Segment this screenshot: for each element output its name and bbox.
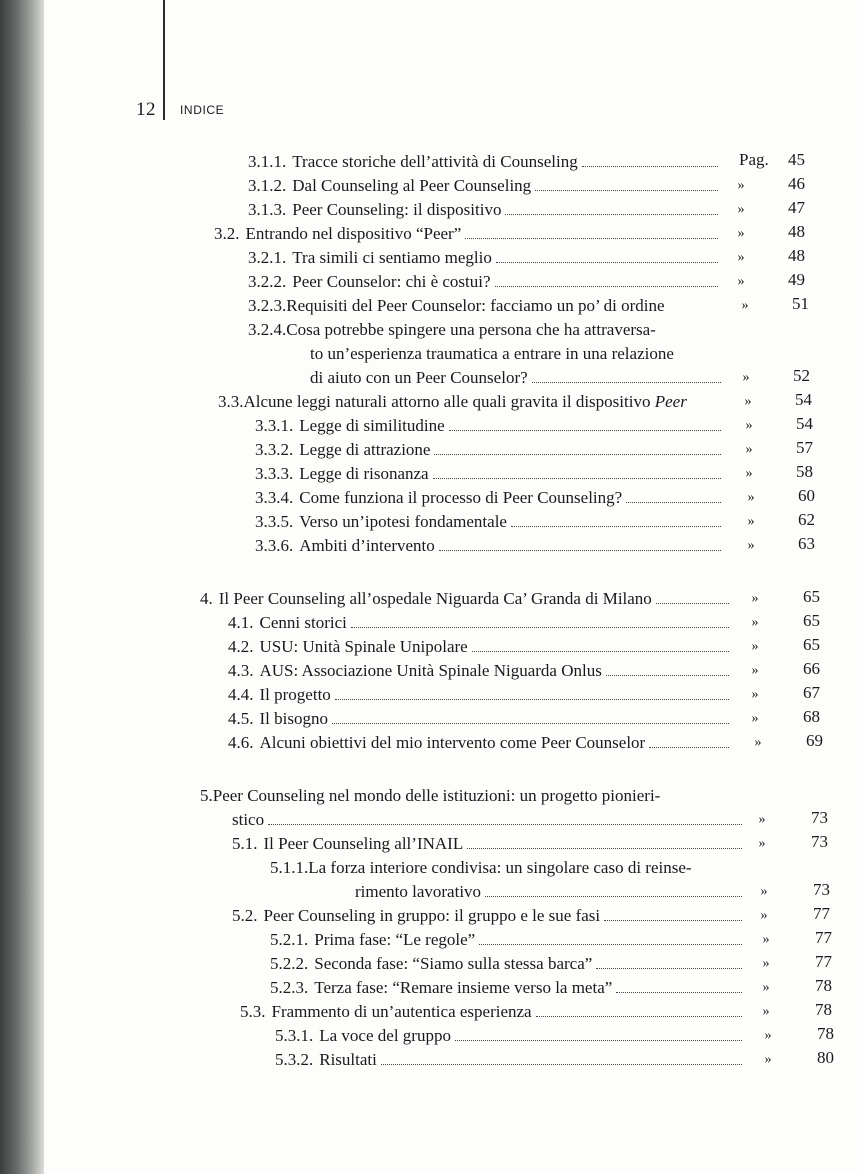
- toc-entry-number: 4.1.: [228, 613, 254, 632]
- toc-page-number: 69: [806, 731, 823, 750]
- dot-leader: [351, 626, 729, 628]
- ditto-mark: »: [751, 639, 759, 654]
- toc-entry-title: Il Peer Counseling all’ospedale Niguarda Ca’ Granda di Milano: [218, 589, 652, 608]
- toc-entry: [232, 906, 748, 926]
- toc-entry-title: Tracce storiche dell’attività di Counseling: [292, 152, 578, 171]
- toc-entry-number: 3.3.4.: [255, 488, 294, 507]
- toc-page-number: 77: [813, 904, 830, 923]
- toc-entry-title: Terza fase: “Remare insieme verso la meta”: [314, 978, 613, 997]
- toc-entry-title: Ambiti d’intervento: [299, 536, 435, 555]
- toc-entry-number: 5.1.: [232, 834, 258, 853]
- toc-page-number: 54: [796, 414, 813, 433]
- toc-entry: [255, 488, 727, 508]
- toc-entry-title: Legge di risonanza: [299, 464, 429, 483]
- dot-leader: [268, 823, 742, 825]
- toc-page-number: 46: [788, 174, 805, 193]
- dot-leader: [381, 1063, 742, 1065]
- dot-leader: [616, 991, 742, 993]
- toc-entry-title: Peer Counselor: chi è costui?: [292, 272, 491, 291]
- toc-entry: [214, 224, 724, 244]
- toc-page-number: 78: [815, 1000, 832, 1019]
- toc-entry-title: Alcune leggi naturali attorno alle quali gravita il dispositivo: [243, 392, 651, 411]
- toc-entry-number: 4.6.: [228, 733, 254, 752]
- toc-entry-number: 3.1.1.: [248, 152, 287, 171]
- toc-page-number: 65: [803, 587, 820, 606]
- toc-entry: [248, 152, 724, 172]
- toc-page-number: 78: [817, 1024, 834, 1043]
- dot-leader: [596, 967, 742, 969]
- toc-page-number: 48: [788, 246, 805, 265]
- dot-leader: [434, 453, 721, 455]
- dot-leader: [479, 943, 742, 945]
- toc-entry-number: 3.2.: [214, 224, 240, 243]
- ditto-mark: »: [764, 1052, 772, 1067]
- dot-leader: [532, 381, 721, 383]
- dot-leader: [472, 650, 729, 652]
- toc-page-number: 73: [811, 808, 828, 827]
- toc-entry-number: 5.2.: [232, 906, 258, 925]
- pag-label: Pag.: [739, 150, 769, 169]
- toc-page-number: 67: [803, 683, 820, 702]
- toc-entry: [275, 1050, 748, 1070]
- ditto-mark: »: [754, 735, 762, 750]
- dot-leader: [496, 261, 718, 263]
- ditto-mark: »: [741, 298, 749, 313]
- ditto-mark: »: [764, 1028, 772, 1043]
- toc-entry: [232, 834, 748, 854]
- toc-entry-number: 4.2.: [228, 637, 254, 656]
- toc-entry: [248, 200, 724, 220]
- toc-entry-number: 5.3.: [240, 1002, 266, 1021]
- ditto-mark: »: [762, 932, 770, 947]
- toc-page-number: 51: [792, 294, 809, 313]
- dot-leader: [656, 602, 729, 604]
- ditto-mark: »: [758, 836, 766, 851]
- toc-page-number: 52: [793, 366, 810, 385]
- dot-leader: [511, 525, 721, 527]
- running-head: INDICE: [180, 103, 225, 117]
- ditto-mark: »: [742, 370, 750, 385]
- ditto-mark: »: [762, 980, 770, 995]
- dot-leader: [467, 847, 742, 849]
- toc-page-number: 47: [788, 198, 805, 217]
- toc-entry: [228, 685, 735, 705]
- toc-entry-title: La forza interiore condivisa: un singolare caso di reinse-: [308, 858, 692, 877]
- toc-entry-title: AUS: Associazione Unità Spinale Niguarda Onlus: [259, 661, 602, 680]
- toc-entry: [228, 637, 735, 657]
- dot-leader: [505, 213, 718, 215]
- toc-entry-title: Risultati: [319, 1050, 377, 1069]
- ditto-mark: »: [737, 178, 745, 193]
- ditto-mark: »: [747, 538, 755, 553]
- toc-entry-title-continued: to un’esperienza traumatica a entrare in una relazione: [310, 344, 674, 363]
- toc-entry-title: Requisiti del Peer Counselor: facciamo un po’ di ordine: [286, 296, 665, 315]
- ditto-mark: »: [762, 1004, 770, 1019]
- toc-page-number: 49: [788, 270, 805, 289]
- toc-entry: [228, 733, 735, 753]
- toc-page-number: 45: [788, 150, 805, 169]
- dot-leader: [332, 722, 729, 724]
- dot-leader: [535, 189, 718, 191]
- toc-entry: [255, 416, 727, 436]
- dot-leader: [495, 285, 718, 287]
- toc-entry: [255, 536, 727, 556]
- toc-entry-number: 3.2.1.: [248, 248, 287, 267]
- toc-entry-number: 5.2.3.: [270, 978, 309, 997]
- toc-entry: [270, 930, 748, 950]
- ditto-mark: »: [737, 226, 745, 241]
- toc-entry: [270, 954, 748, 974]
- ditto-mark: »: [745, 442, 753, 457]
- toc-page-number: 73: [811, 832, 828, 851]
- toc-entry-title: Peer Counseling nel mondo delle istituzioni: un progetto pionieri-: [212, 786, 661, 805]
- ditto-mark: »: [737, 274, 745, 289]
- toc-entry: [248, 296, 665, 316]
- toc-entry-number: 3.1.2.: [248, 176, 287, 195]
- ditto-mark: »: [751, 615, 759, 630]
- toc-entry-number: 3.3.3.: [255, 464, 294, 483]
- toc-entry-title-continued: stico: [232, 810, 265, 829]
- ditto-mark: »: [751, 711, 759, 726]
- dot-leader: [449, 429, 721, 431]
- toc-entry: [218, 392, 687, 412]
- toc-entry-title: Dal Counseling al Peer Counseling: [292, 176, 532, 195]
- toc-page-number: 58: [796, 462, 813, 481]
- toc-entry-number: 5.1.1.: [270, 858, 309, 877]
- ditto-mark: »: [747, 514, 755, 529]
- toc-entry: [240, 1002, 748, 1022]
- toc-entry-number: 4.5.: [228, 709, 254, 728]
- toc-page-number: 73: [813, 880, 830, 899]
- dot-leader: [455, 1039, 742, 1041]
- toc-entry-number: 3.3.1.: [255, 416, 294, 435]
- toc-page-number: 65: [803, 611, 820, 630]
- toc-entry: [255, 512, 727, 532]
- toc-page-number: 54: [795, 390, 812, 409]
- toc-entry-continuation: [355, 882, 748, 902]
- toc-entry-title: USU: Unità Spinale Unipolare: [259, 637, 468, 656]
- dot-leader: [536, 1015, 742, 1017]
- toc-entry: [270, 978, 748, 998]
- toc-entry-title: Il Peer Counseling all’INAIL: [263, 834, 464, 853]
- toc-entry-number: 3.2.3.: [248, 296, 287, 315]
- header-vertical-rule: [163, 0, 165, 120]
- toc-entry-title: Frammento di un’autentica esperienza: [271, 1002, 532, 1021]
- toc-entry: [248, 272, 724, 292]
- toc-entry-title: Entrando nel dispositivo “Peer”: [245, 224, 462, 243]
- dot-leader: [649, 746, 729, 748]
- toc-page-number: 48: [788, 222, 805, 241]
- toc-entry-number: 5.3.1.: [275, 1026, 314, 1045]
- ditto-mark: »: [751, 687, 759, 702]
- toc-entry: [275, 1026, 748, 1046]
- toc-page-number: 80: [817, 1048, 834, 1067]
- dot-leader: [485, 895, 742, 897]
- dot-leader: [626, 501, 721, 503]
- toc-entry-title-continued: di aiuto con un Peer Counselor?: [310, 368, 528, 387]
- ditto-mark: »: [751, 663, 759, 678]
- ditto-mark: »: [762, 956, 770, 971]
- toc-entry: [228, 709, 735, 729]
- toc-entry: [228, 613, 735, 633]
- ditto-mark: »: [737, 202, 745, 217]
- ditto-mark: »: [760, 884, 768, 899]
- ditto-mark: »: [760, 908, 768, 923]
- dot-leader: [335, 698, 729, 700]
- toc-entry: [248, 248, 724, 268]
- toc-entry-number: 5.2.1.: [270, 930, 309, 949]
- toc-entry-number: 4.: [200, 589, 213, 608]
- toc-entry: [200, 786, 660, 806]
- scan-left-edge: [0, 0, 44, 1174]
- toc-entry-title: Il bisogno: [259, 709, 328, 728]
- toc-page-number: 65: [803, 635, 820, 654]
- ditto-mark: »: [737, 250, 745, 265]
- toc-entry: [248, 320, 656, 340]
- ditto-mark: »: [745, 466, 753, 481]
- toc-entry: [255, 464, 727, 484]
- ditto-mark: »: [751, 591, 759, 606]
- toc-entry-number: 4.4.: [228, 685, 254, 704]
- toc-entry-title: Peer Counseling: il dispositivo: [292, 200, 502, 219]
- toc-page-number: 66: [803, 659, 820, 678]
- toc-entry-number: 3.2.4.: [248, 320, 287, 339]
- dot-leader: [582, 165, 718, 167]
- toc-entry-title: La voce del gruppo: [319, 1026, 451, 1045]
- toc-entry: [255, 440, 727, 460]
- toc-entry: [248, 176, 724, 196]
- toc-page-number: 62: [798, 510, 815, 529]
- ditto-mark: »: [745, 418, 753, 433]
- toc-entry: [228, 661, 735, 681]
- toc-page-number: 60: [798, 486, 815, 505]
- toc-entry-number: 3.3.: [218, 392, 244, 411]
- toc-entry-number: 5.3.2.: [275, 1050, 314, 1069]
- toc-entry-number: 3.3.6.: [255, 536, 294, 555]
- toc-page-number: 77: [815, 928, 832, 947]
- page-number: 12: [136, 99, 156, 120]
- toc-entry-continuation: [310, 368, 727, 388]
- toc-entry-title-continued: rimento lavorativo: [355, 882, 482, 901]
- toc-entry-title: Verso un’ipotesi fondamentale: [299, 512, 507, 531]
- toc-page-number: 78: [815, 976, 832, 995]
- toc-entry-title: Legge di similitudine: [299, 416, 445, 435]
- toc-entry-number: 3.2.2.: [248, 272, 287, 291]
- ditto-mark: »: [758, 812, 766, 827]
- toc-entry-number: 3.3.5.: [255, 512, 294, 531]
- dot-leader: [606, 674, 729, 676]
- toc-page-number: 68: [803, 707, 820, 726]
- dot-leader: [465, 237, 718, 239]
- toc-entry-number: 5.: [200, 786, 213, 805]
- toc-entry-title: Il progetto: [259, 685, 331, 704]
- ditto-mark: »: [747, 490, 755, 505]
- toc-entry-number: 3.3.2.: [255, 440, 294, 459]
- toc-entry-title: Tra simili ci sentiamo meglio: [292, 248, 492, 267]
- toc-entry-continuation: [310, 344, 674, 364]
- toc-page-number: 57: [796, 438, 813, 457]
- toc-page-number: 77: [815, 952, 832, 971]
- toc-page-number: 63: [798, 534, 815, 553]
- toc-entry-title: Seconda fase: “Siamo sulla stessa barca”: [314, 954, 593, 973]
- toc-entry-title: Legge di attrazione: [299, 440, 431, 459]
- toc-entry-title: Cosa potrebbe spingere una persona che ha attraversa-: [286, 320, 656, 339]
- dot-leader: [439, 549, 721, 551]
- ditto-mark: »: [744, 394, 752, 409]
- toc-entry-title: Cenni storici: [259, 613, 347, 632]
- toc-entry: [270, 858, 692, 878]
- dot-leader: [433, 477, 721, 479]
- toc-entry-title-emphasis: Peer: [650, 392, 687, 411]
- toc-entry-title: Come funziona il processo di Peer Counseling?: [299, 488, 623, 507]
- toc-entry-number: 4.3.: [228, 661, 254, 680]
- toc-entry-title: Prima fase: “Le regole”: [314, 930, 476, 949]
- toc-entry: [200, 589, 735, 609]
- toc-entry-number: 3.1.3.: [248, 200, 287, 219]
- toc-entry-title: Alcuni obiettivi del mio intervento come Peer Counselor: [259, 733, 646, 752]
- dot-leader: [604, 919, 742, 921]
- toc-entry-continuation: [232, 810, 748, 830]
- toc-entry-number: 5.2.2.: [270, 954, 309, 973]
- toc-entry-title: Peer Counseling in gruppo: il gruppo e le sue fasi: [263, 906, 601, 925]
